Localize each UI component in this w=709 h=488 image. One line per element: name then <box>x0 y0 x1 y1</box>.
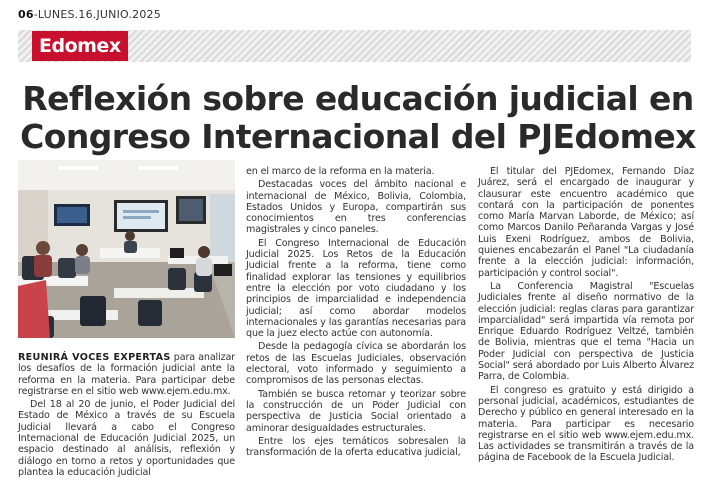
page-number: 06 <box>18 8 34 21</box>
article-paragraph: También se busca retomar y teorizar sobre la construcción de un Poder Judicial con perspectiva de Justicia Social orientado a aminorar desigualdades estructurales. <box>246 388 466 434</box>
article-paragraph: Del 18 al 20 de junio, el Poder Judicial del Estado de México a través de su Escuela Judicial llevará a cabo el Congreso Internacional de Educación Judicial 2025, un espacio destinado al análisis, reflexión y diálogo en torno a retos y oportunidades que plantea la educación judicial <box>18 399 235 478</box>
article-paragraph: El titular del PJEdomex, Fernando Díaz Juárez, será el encargado de inaugurar y clausurar este encuentro académico que contará con la participación de ponentes como María Marvan Laborde, de México; así como Marcos Danilo Peñaranda Vargas y José Luis Exeni Rodríguez, ambos de Bolivia, quienes encabezarán el Panel "La ciudadanía frente a la elección judicial: información, participación y control social". <box>478 166 694 279</box>
article-lead-text: para analizar los desafíos de la formación judicial ante la reforma en la materia. Para participar debe registrarse en el sitio web www.ejem.edu.mx. <box>18 352 235 397</box>
article-paragraph: en el marco de la reforma en la materia. <box>246 166 435 177</box>
conference-room-photo-icon <box>18 160 235 338</box>
conference-room-photo <box>18 160 235 338</box>
article-column-2 <box>246 166 466 460</box>
article-paragraph: El congreso es gratuito y está dirigido a personal judicial, académicos, estudiantes de Derecho y público en general interesado en la materia. Para participar es necesario registrarse en el sitio web www.ejem.edu.mx. Las actividades se transmitirán a través de la página de Facebook de la Escuela Judicial. <box>478 384 694 464</box>
article-paragraph: El Congreso Internacional de Educación Judicial 2025. Los Retos de la Educación Judicial frente a la reforma, tiene como finalidad explorar las tensiones y equilibrios entre la elección por voto ciudadano y los principios de imparcialidad e independencia judicial; así como abordar modelos internacionales y las garantías necesarias para que la juez electo actúe con autonomía. <box>246 237 466 340</box>
article-column-3 <box>478 166 694 466</box>
headline-line-2: Congreso Internacional del PJEdomex <box>20 117 696 156</box>
article-paragraph: Destacadas voces del ámbito nacional e internacional de México, Bolivia, Colombia, Estados Unidos y Europa, compartirán sus conocimientos en tres conferencias magistrales y cinco paneles. <box>246 179 466 236</box>
article-paragraph: Entre los ejes temáticos sobresalen la transformación de la oferta educativa judicial, <box>246 435 466 459</box>
headline <box>18 80 698 156</box>
article-paragraph: Desde la pedagogía cívica se abordarán los retos de las Escuelas Judiciales, observación electoral, voto informado y seguimiento a compromisos de las personas electas. <box>246 341 466 387</box>
article-paragraph: La Conferencia Magistral "Escuelas Judiciales frente al diseño normativo de la elección judicial: reglas claras para garantizar imparcialidad" será impartida vía remota por Enrique Eduardo Rodríguez Veltzé, también de Bolivia, mientras que el tema "Hacia un Poder Judicial con perspectiva de Justicia Social" será abordado por Luis Alberto Álvarez Parra, de Colombia. <box>478 280 694 383</box>
headline-line-1: Reflexión sobre educación judicial en <box>22 79 694 118</box>
article-column-1 <box>18 352 235 480</box>
issue-date: -LUNES.16.JUNIO.2025 <box>33 8 161 21</box>
section-label: Edomex <box>32 31 128 61</box>
article-lead-paragraph <box>18 352 235 397</box>
article-lead-kicker: REUNIRÁ VOCES EXPERTAS <box>18 352 171 363</box>
page-header <box>18 8 161 21</box>
